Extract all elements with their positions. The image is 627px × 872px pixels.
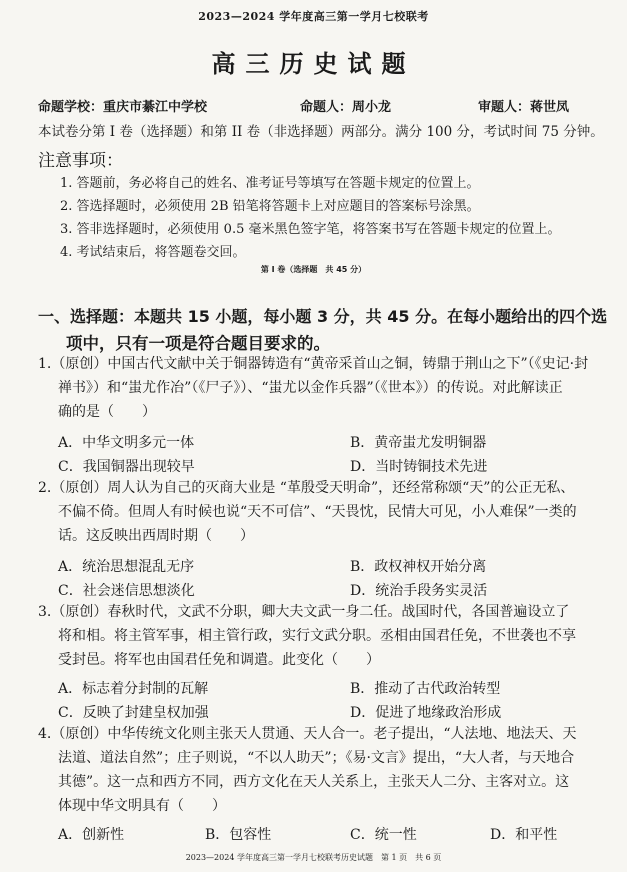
note-item: 3. 答非选择题时，必须使用 0.5 毫米黑色签字笔，将答案书写在答题卡规定的位置上。	[60, 222, 561, 237]
question-1-option-b: B．黄帝蚩尤发明铜器	[350, 435, 487, 451]
intro-text: 本试卷分第 I 卷（选择题）和第 II 卷（非选择题）两部分。满分 100 分，考试时间 75 分钟。	[38, 124, 604, 140]
question-4-option-b: B．包容性	[205, 827, 272, 843]
question-4-option-c: C．统一性	[350, 827, 417, 843]
section-title: 第 I 卷（选择题 共 45 分）	[260, 265, 367, 274]
meta-school: 命题学校：重庆市綦江中学校	[38, 100, 208, 115]
question-3-option-a: A．标志着分封制的瓦解	[58, 681, 209, 697]
subject-title: 高三历史试题	[211, 50, 416, 78]
question-2-option-d: D．统治手段务实灵活	[350, 583, 488, 599]
note-item: 2. 答选择题时，必须使用 2B 铅笔将答题卡上对应题目的答案标号涂黑。	[60, 199, 480, 214]
question-4-line: 体现中华文明具有（ ）	[58, 798, 226, 814]
notes-title: 注意事项：	[38, 151, 123, 171]
question-1-line: 禅书》）和“蚩尤作冶”（《尸子》）、“蚩尤以金作兵器”（《世本》）的传说。对此解读正	[58, 380, 563, 396]
question-1-option-a: A．中华文明多元一体	[58, 435, 195, 451]
note-item: 4. 考试结束后，将答题卷交回。	[60, 245, 246, 260]
question-1-option-c: C．我国铜器出现较早	[58, 459, 195, 475]
question-2-option-c: C．社会迷信思想淡化	[58, 583, 195, 599]
question-4-option-a: A．创新性	[58, 827, 125, 843]
question-3-option-b: B．推动了古代政治转型	[350, 681, 501, 697]
question-2-line: 2.（原创）周人认为自己的灭商大业是 “革殷受天明命”，还经常称颂“天”的公正无私、	[38, 480, 575, 496]
meta-author: 命题人：周小龙	[300, 100, 392, 115]
question-2-option-b: B．政权神权开始分离	[350, 559, 487, 575]
note-item: 1. 答题前，务必将自己的姓名、准考证号等填写在答题卡规定的位置上。	[60, 176, 480, 191]
part-one-heading: 一、选择题：本题共 15 小题，每小题 3 分，共 45 分。在每小题给出的四个选	[38, 307, 608, 326]
part-one-heading-cont: 项中，只有一项是符合题目要求的。	[66, 334, 330, 353]
question-3-line: 受封邑。将军也由国君任免和调遣。此变化（ ）	[58, 652, 380, 668]
exam-title: 2023—2024 学年度高三第一学月七校联考	[198, 10, 429, 23]
question-4-option-d: D．和平性	[490, 827, 558, 843]
question-3-option-d: D．促进了地缘政治形成	[350, 705, 502, 721]
question-1-line: 确的是（ ）	[58, 404, 156, 420]
meta-reviewer: 审题人：蒋世凤	[478, 100, 570, 115]
question-2-option-a: A．统治思想混乱无序	[58, 559, 195, 575]
question-1-option-d: D．当时铸铜技术先进	[350, 459, 488, 475]
question-4-line: 法道、道法自然”；庄子则说，“不以人助天”；《易·文言》提出，“大人者，与天地合	[58, 750, 575, 766]
question-4-line: 其德”。这一点和西方不同，西方文化在天人关系上，主张天人二分、主客对立。这	[58, 774, 570, 790]
question-3-option-c: C．反映了封建皇权加强	[58, 705, 209, 721]
page-footer: 2023—2024 学年度高三第一学月七校联考历史试题 第 1 页 共 6 页	[185, 853, 442, 862]
question-3-line: 将和相。将主管军事，相主管行政，实行文武分职。丞相由国君任免，不世袭也不享	[58, 628, 576, 644]
question-3-line: 3.（原创）春秋时代，文武不分职，卿大夫文武一身二任。战国时代，各国普遍设立了	[38, 604, 570, 620]
question-2-line: 不偏不倚。但周人有时候也说“天不可信”、“天畏忱，民情大可见，小人难保”一类的	[58, 504, 577, 520]
question-1-line: 1.（原创）中国古代文献中关于铜器铸造有“黄帝采首山之铜，铸鼎于荆山之下”（《史记·封	[38, 356, 589, 372]
question-4-line: 4.（原创）中华传统文化则主张天人贯通、天人合一。老子提出，“人法地、地法天、天	[38, 726, 577, 742]
question-2-line: 话。这反映出西周时期（ ）	[58, 528, 254, 544]
